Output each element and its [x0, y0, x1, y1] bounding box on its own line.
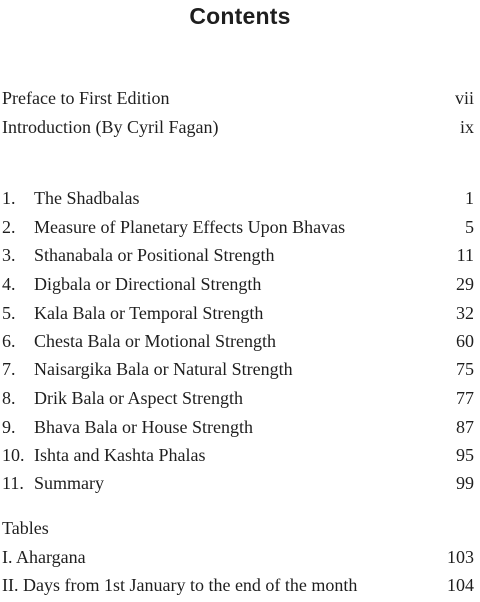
toc-entry-chapter-8[interactable]	[2, 386, 474, 410]
entry-number: 2.	[2, 217, 16, 237]
entry-number: 6.	[2, 331, 16, 351]
entry-label: Naisargika Bala or Natural Strength	[34, 359, 293, 379]
entry-page: 103	[447, 547, 474, 567]
entry-page: 77	[456, 388, 474, 408]
entry-label: Preface to First Edition	[2, 88, 170, 108]
entry-page: 60	[456, 331, 474, 351]
toc-entry-chapter-6[interactable]	[2, 329, 474, 353]
entry-label: Kala Bala or Temporal Strength	[34, 303, 264, 323]
entry-page: 95	[456, 445, 474, 465]
toc-entry-chapter-11[interactable]	[2, 471, 474, 495]
entry-label: Ishta and Kashta Phalas	[34, 445, 206, 465]
entry-label: Digbala or Directional Strength	[34, 274, 262, 294]
toc-entry-chapter-5[interactable]	[2, 301, 474, 325]
entry-number: 10.	[2, 445, 25, 465]
entry-label: Chesta Bala or Motional Strength	[34, 331, 276, 351]
entry-label: Drik Bala or Aspect Strength	[34, 388, 243, 408]
entry-label: II. Days from 1st January to the end of the month	[2, 575, 358, 595]
entry-label: Measure of Planetary Effects Upon Bhavas	[34, 217, 346, 237]
entry-page: 5	[465, 217, 474, 237]
entry-page: 32	[456, 303, 474, 323]
toc-entry-chapter-4[interactable]	[2, 272, 474, 296]
entry-page: 99	[456, 473, 474, 493]
entry-number: 4.	[2, 274, 16, 294]
entry-number: 11.	[2, 473, 24, 493]
entry-page: 1	[465, 188, 474, 208]
toc-entry-chapter-10[interactable]	[2, 443, 474, 467]
toc-entry-chapter-3[interactable]	[2, 243, 474, 267]
tables-heading: Tables	[2, 518, 49, 538]
toc-entry-chapter-1[interactable]	[2, 186, 474, 210]
page-title: Contents	[189, 3, 291, 29]
entry-label: Introduction (By Cyril Fagan)	[2, 117, 219, 137]
entry-number: 1.	[2, 188, 16, 208]
entry-label: Sthanabala or Positional Strength	[34, 245, 275, 265]
toc-entry-table-1[interactable]	[2, 545, 474, 569]
toc-entry-chapter-9[interactable]	[2, 415, 474, 439]
entry-number: 5.	[2, 303, 16, 323]
entry-page: 75	[456, 359, 474, 379]
toc-entry-chapter-2[interactable]	[2, 215, 474, 239]
entry-label: The Shadbalas	[34, 188, 140, 208]
entry-page: vii	[454, 88, 474, 108]
entry-label: Bhava Bala or House Strength	[34, 417, 253, 437]
entry-page: ix	[459, 117, 474, 137]
toc-entry-chapter-7[interactable]	[2, 357, 474, 381]
toc-entry-preface[interactable]	[2, 86, 474, 110]
entry-label: I. Ahargana	[2, 547, 86, 567]
entry-page: 11	[456, 245, 474, 265]
entry-page: 29	[456, 274, 474, 294]
toc-entry-introduction[interactable]	[2, 115, 474, 139]
toc-entry-table-2[interactable]	[2, 573, 474, 597]
entry-label: Summary	[34, 473, 104, 493]
entry-page: 87	[456, 417, 474, 437]
entry-page: 104	[447, 575, 474, 595]
entry-number: 7.	[2, 359, 16, 379]
entry-number: 3.	[2, 245, 16, 265]
entry-number: 8.	[2, 388, 16, 408]
entry-number: 9.	[2, 417, 16, 437]
